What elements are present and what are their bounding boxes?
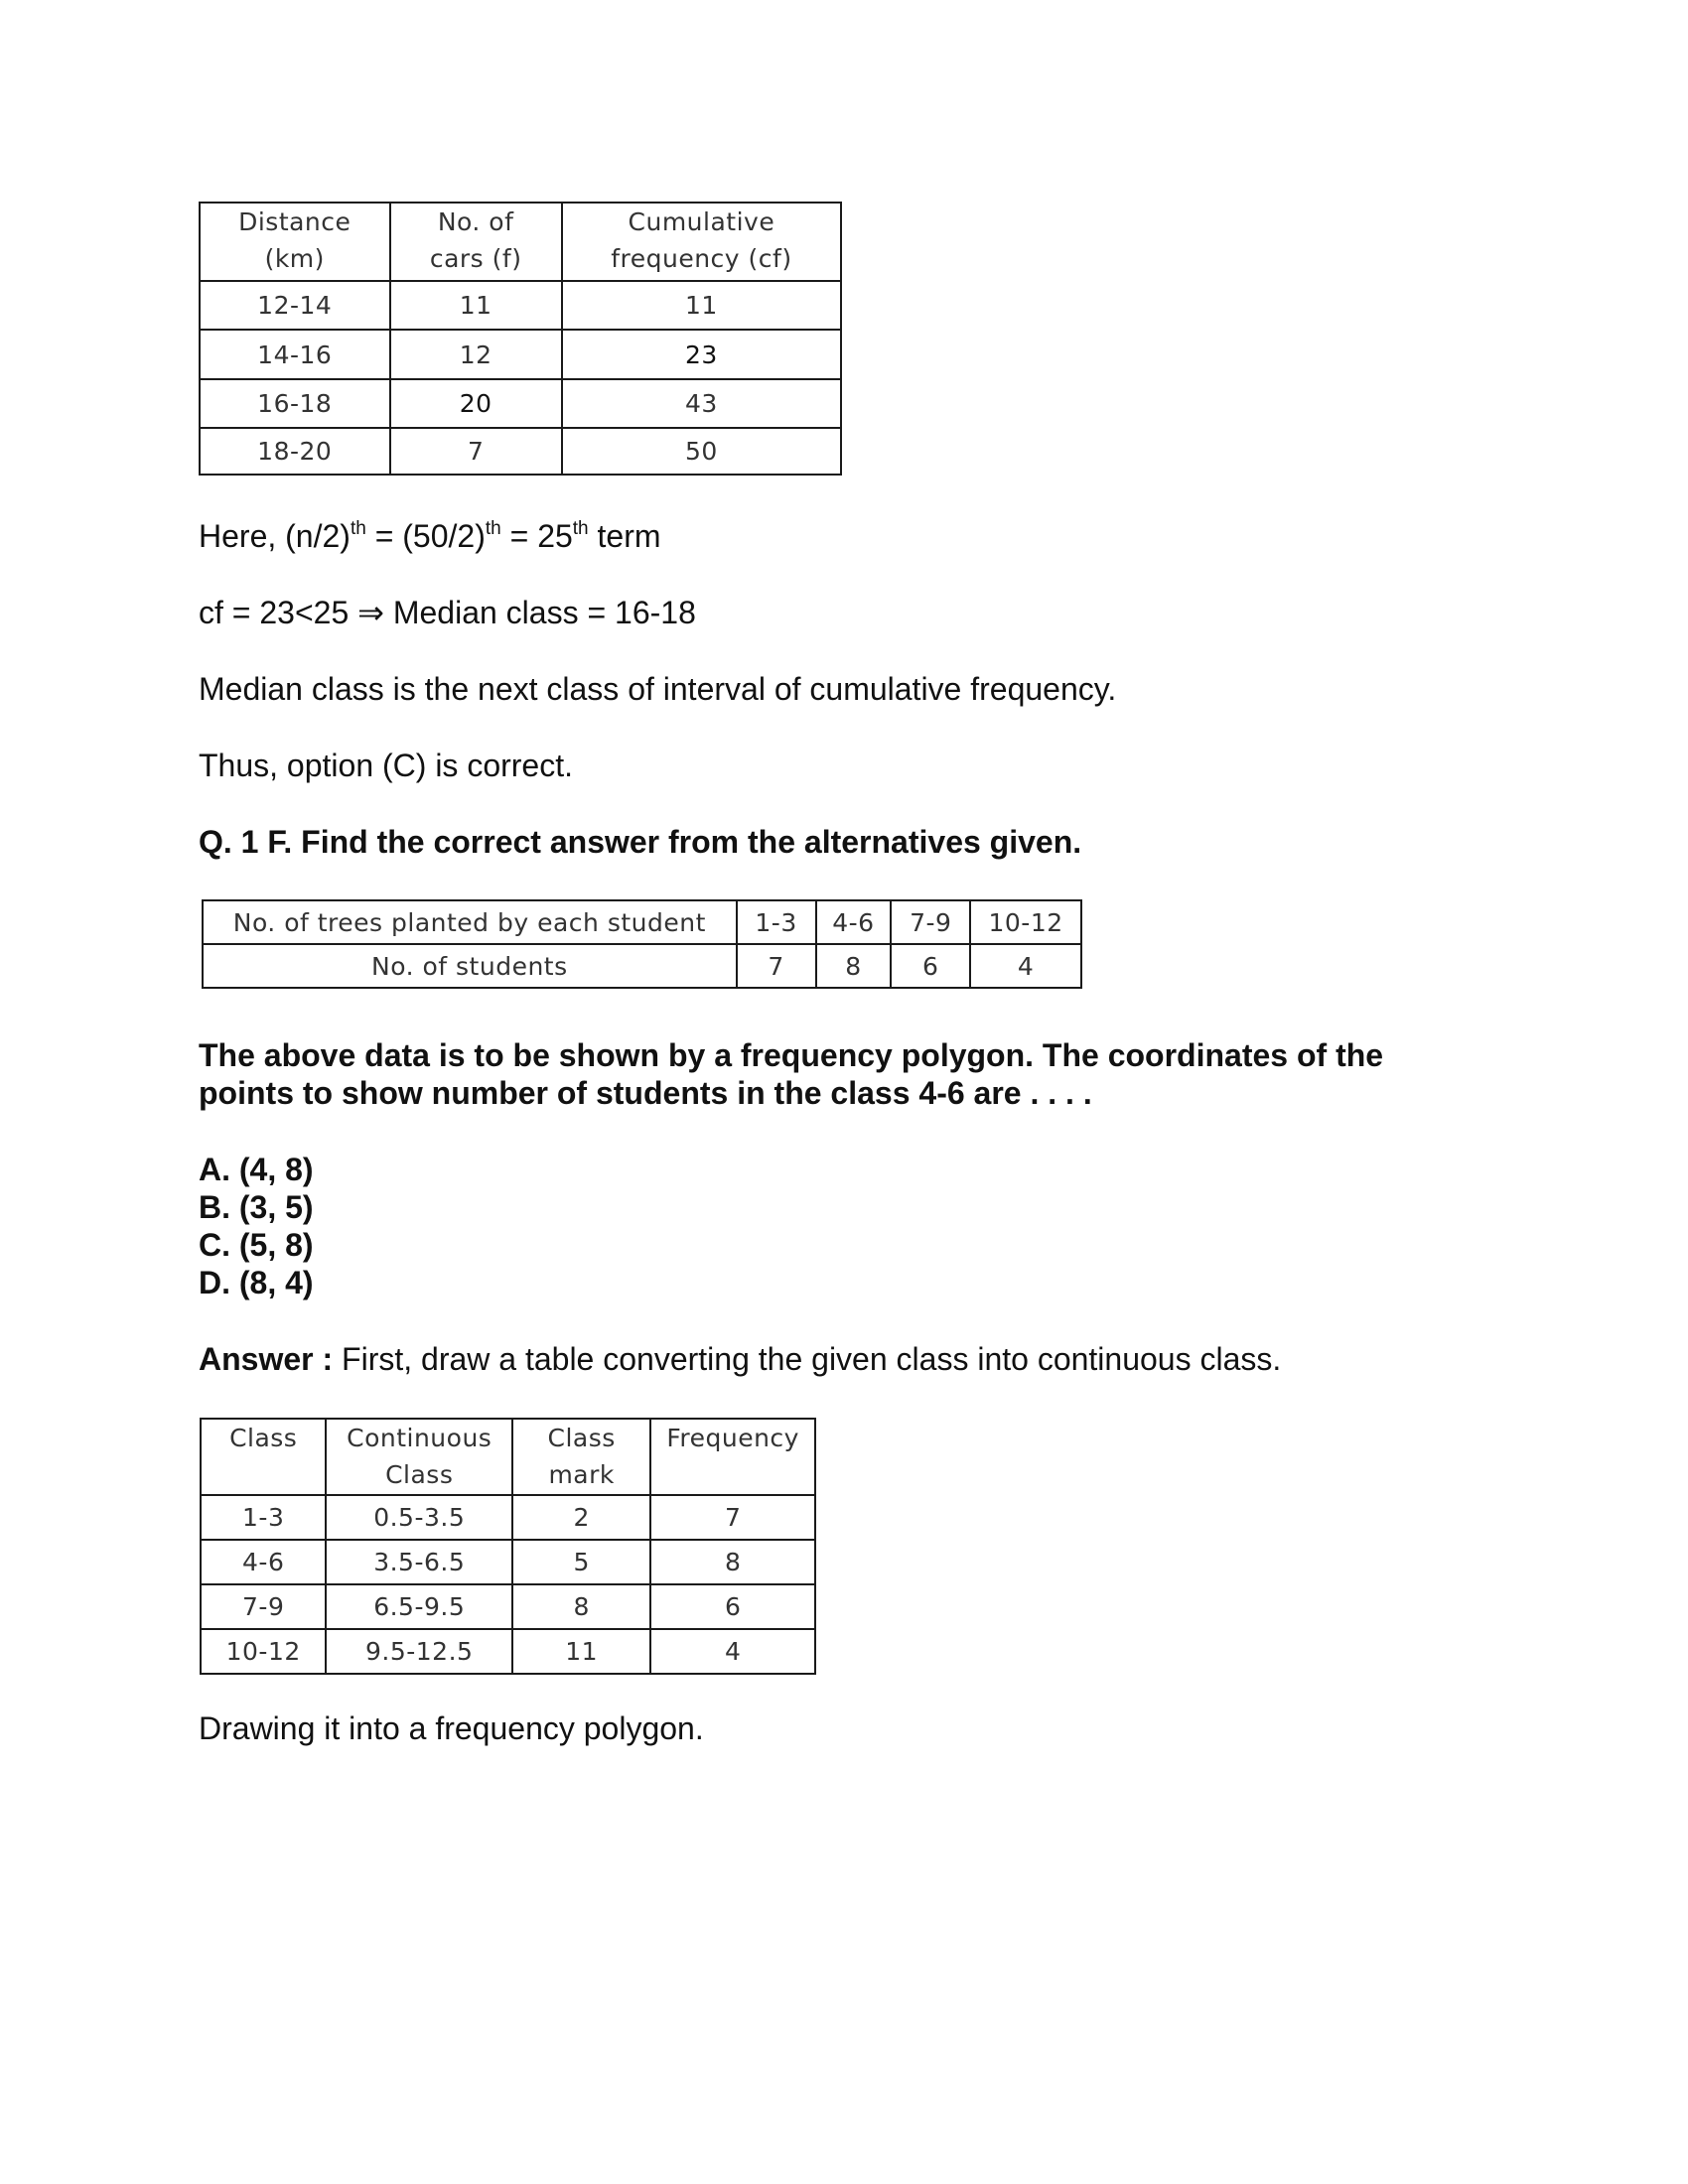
cell-class-mark: 2 <box>512 1495 650 1540</box>
cell-distance: 12-14 <box>200 281 390 330</box>
cell-frequency: 7 <box>650 1495 815 1540</box>
superscript: th <box>350 518 366 539</box>
answer-text: First, draw a table converting the given class into continuous class. <box>333 1341 1282 1377</box>
cell-continuous-class: 3.5-6.5 <box>326 1540 512 1584</box>
option-c: C. (5, 8) <box>199 1227 314 1263</box>
cell-distance: 16-18 <box>200 379 390 428</box>
superscript: th <box>485 518 501 539</box>
cell-cars: 7 <box>390 428 562 475</box>
count-cell: 7 <box>737 944 816 988</box>
table-row <box>200 330 841 379</box>
cell-continuous-class: 0.5-3.5 <box>326 1495 512 1540</box>
cell-cars: 11 <box>390 281 562 330</box>
class-cell: 4-6 <box>816 900 892 944</box>
here-mid: = (50/2) <box>365 518 486 554</box>
header-cumulative-frequency: Cumulative frequency (cf) <box>562 203 841 281</box>
answer-line <box>199 1340 1281 1378</box>
header-no-of-cars: No. of cars (f) <box>390 203 562 281</box>
class-cell: 7-9 <box>891 900 970 944</box>
cell-class-mark: 11 <box>512 1629 650 1674</box>
cell-cars-highlighted: 20 <box>390 379 562 428</box>
here-suffix: term <box>588 518 661 554</box>
cell-cf: 50 <box>562 428 841 475</box>
table-row <box>200 281 841 330</box>
here-mid2: = 25 <box>500 518 573 554</box>
cf-line: cf = 23<25 ⇒ Median class = 16-18 <box>199 595 696 630</box>
cell-class: 7-9 <box>201 1584 326 1629</box>
table-row <box>200 379 841 428</box>
cell-continuous-class: 9.5-12.5 <box>326 1629 512 1674</box>
question-heading: Q. 1 F. Find the correct answer from the alternatives given. <box>199 824 1082 860</box>
cell-cars: 12 <box>390 330 562 379</box>
table-header-row <box>200 203 841 281</box>
cell-class: 10-12 <box>201 1629 326 1674</box>
cell-distance: 18-20 <box>200 428 390 475</box>
table-row <box>201 1540 815 1584</box>
table-row <box>203 900 1081 944</box>
option-d: D. (8, 4) <box>199 1265 314 1300</box>
cell-frequency: 6 <box>650 1584 815 1629</box>
cell-distance: 14-16 <box>200 330 390 379</box>
count-cell: 4 <box>970 944 1081 988</box>
answer-options <box>199 1151 314 1301</box>
class-cell: 10-12 <box>970 900 1081 944</box>
header-continuous-class: Continuous Class <box>326 1419 512 1495</box>
option-b: B. (3, 5) <box>199 1189 314 1225</box>
cell-frequency: 8 <box>650 1540 815 1584</box>
row-label-trees: No. of trees planted by each student <box>203 900 737 944</box>
cell-cf: 43 <box>562 379 841 428</box>
here-line <box>199 517 661 555</box>
table-row <box>201 1629 815 1674</box>
here-prefix: Here, (n/2) <box>199 518 351 554</box>
row-label-students: No. of students <box>203 944 737 988</box>
table-row <box>201 1495 815 1540</box>
cumulative-frequency-table <box>199 202 842 476</box>
question-text-line-1: The above data is to be shown by a frequency polygon. The coordinates of the <box>199 1037 1384 1073</box>
cell-continuous-class: 6.5-9.5 <box>326 1584 512 1629</box>
option-a: A. (4, 8) <box>199 1152 314 1187</box>
conclusion-line: Thus, option (C) is correct. <box>199 748 573 783</box>
header-class: Class <box>201 1419 326 1495</box>
cell-class: 4-6 <box>201 1540 326 1584</box>
table-row <box>203 944 1081 988</box>
count-cell: 8 <box>816 944 892 988</box>
trees-planted-table <box>202 899 1082 989</box>
superscript: th <box>572 518 589 539</box>
cell-cf: 11 <box>562 281 841 330</box>
header-class-mark: Class mark <box>512 1419 650 1495</box>
count-cell: 6 <box>891 944 970 988</box>
header-frequency: Frequency <box>650 1419 815 1495</box>
question-text-line-2: points to show number of students in the class 4-6 are . . . . <box>199 1075 1092 1111</box>
answer-label: Answer : <box>199 1341 334 1377</box>
header-distance: Distance (km) <box>200 203 390 281</box>
cell-class-mark: 5 <box>512 1540 650 1584</box>
cell-class-mark: 8 <box>512 1584 650 1629</box>
table-header-row <box>201 1419 815 1495</box>
table-row <box>200 428 841 475</box>
continuous-class-table <box>200 1418 816 1675</box>
drawing-line: Drawing it into a frequency polygon. <box>199 1710 704 1746</box>
cell-cf-highlighted: 23 <box>562 330 841 379</box>
cell-class: 1-3 <box>201 1495 326 1540</box>
class-cell: 1-3 <box>737 900 816 944</box>
median-explanation: Median class is the next class of interval of cumulative frequency. <box>199 671 1117 707</box>
cell-frequency: 4 <box>650 1629 815 1674</box>
table-row <box>201 1584 815 1629</box>
